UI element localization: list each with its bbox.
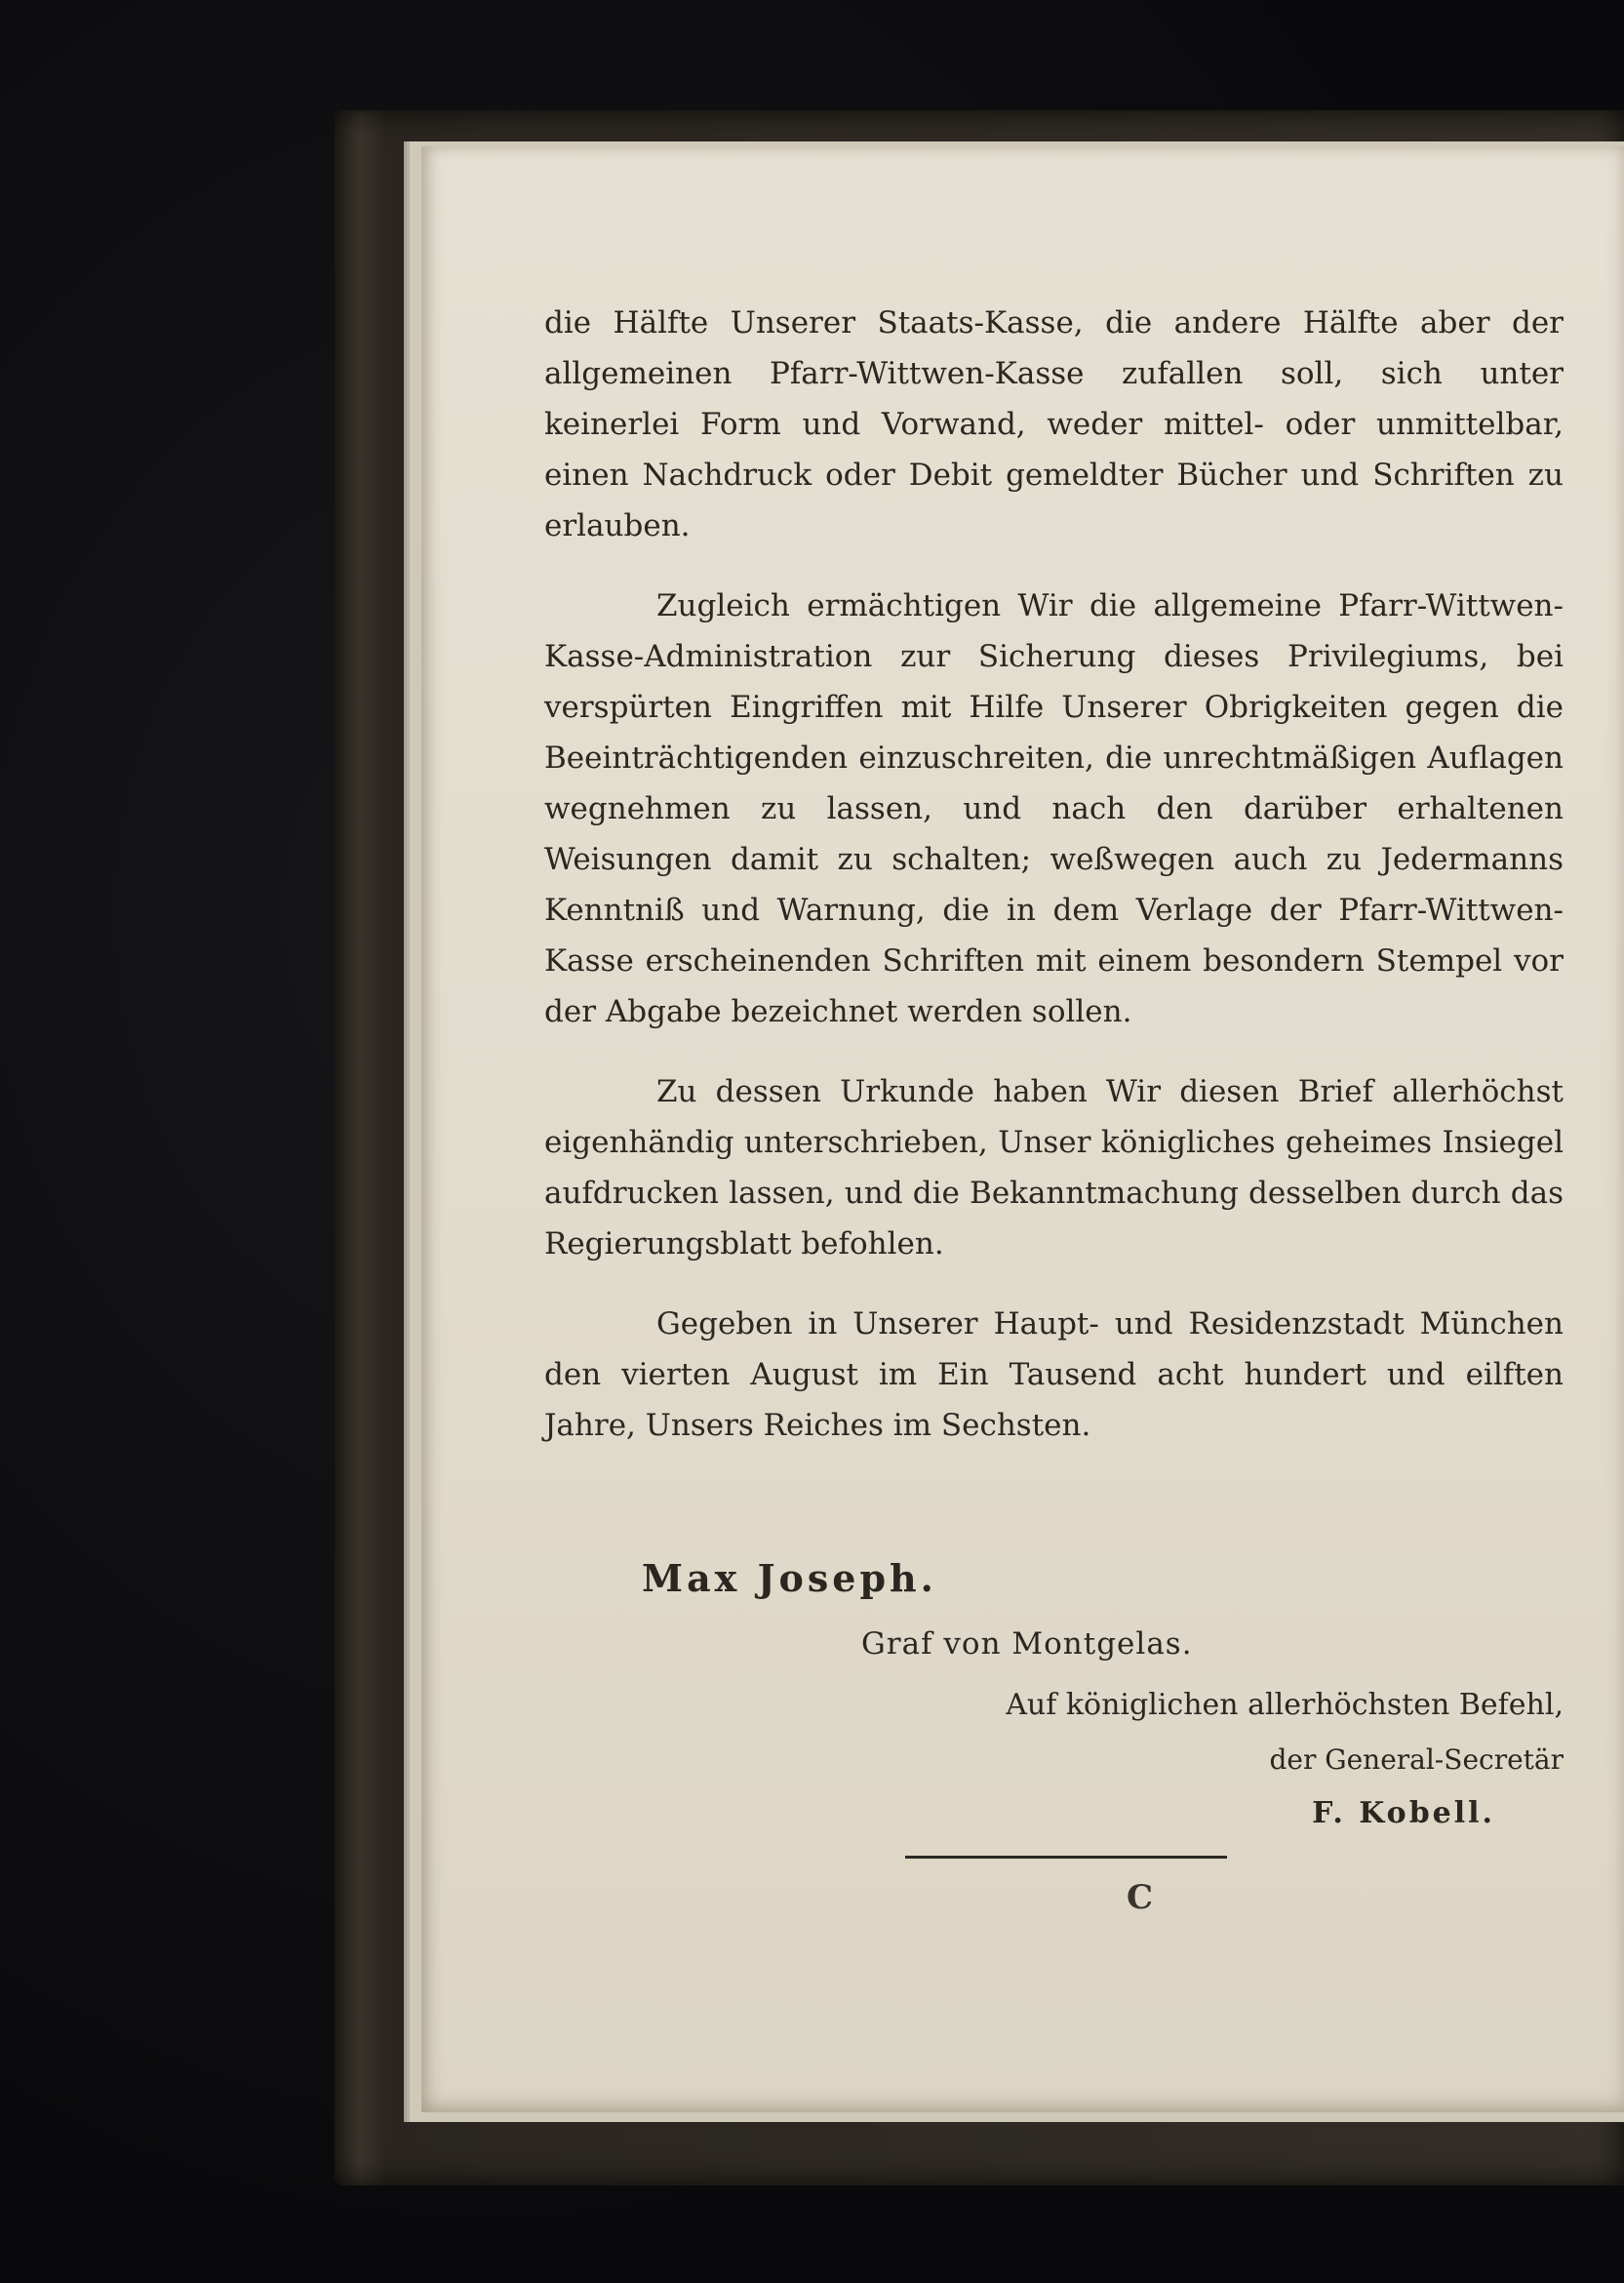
paragraph-3: Zu dessen Urkunde haben Wir diesen Brief allerhöchst eigenhändig unterschrieben, Unser königliches geheimes Insiegel aufdrucken lassen, und die Bekanntmachung desselben durch das Regierungsblatt befohlen.: [544, 1074, 1564, 1262]
divider-rule: [905, 1856, 1227, 1859]
signature-name: Max Joseph.: [642, 1556, 937, 1600]
catchword: C: [1127, 1878, 1154, 1917]
paragraph-2: Zugleich ermächtigen Wir die allgemeine Pfarr-Wittwen-Kasse-Administration zur Sicherung dieses Privilegiums, bei verspürten Eingriffen mit Hilfe Unserer Obrigkeiten gegen die Beeinträchtigenden einzuschreiten, die unrechtmäßigen Auflagen wegnehmen zu lassen, und nach den darüber erhaltenen Weisungen damit zu schalten; weßwegen auch zu Jedermanns Kenntniß und Warnung, die in dem Verlage der Pfarr-Wittwen-Kasse erscheinenden Schriften mit einem besondern Stempel vor der Abgabe bezeichnet werden sollen.: [544, 588, 1564, 1029]
body-text: [544, 298, 1564, 1480]
signature-graf: Graf von Montgelas.: [861, 1626, 1193, 1662]
paragraph-4: Gegeben in Unserer Haupt- und Residenzstadt München den vierten August im Ein Tausend acht hundert und eilften Jahre, Unsers Reiches im Sechsten.: [544, 1306, 1564, 1443]
signature-kobell: F. Kobell.: [1312, 1796, 1495, 1830]
signature-auf-befehl: Auf königlichen allerhöchsten Befehl,: [1006, 1688, 1564, 1722]
signature-secretar: der General-Secretär: [1269, 1743, 1564, 1776]
paragraph-1: die Hälfte Unserer Staats-Kasse, die andere Hälfte aber der allgemeinen Pfarr-Wittwen-Kasse zufallen soll, sich unter keinerlei Form und Vorwand, weder mittel- oder unmittelbar, einen Nachdruck oder Debit gemeldter Bücher und Schriften zu erlauben.: [544, 305, 1564, 543]
